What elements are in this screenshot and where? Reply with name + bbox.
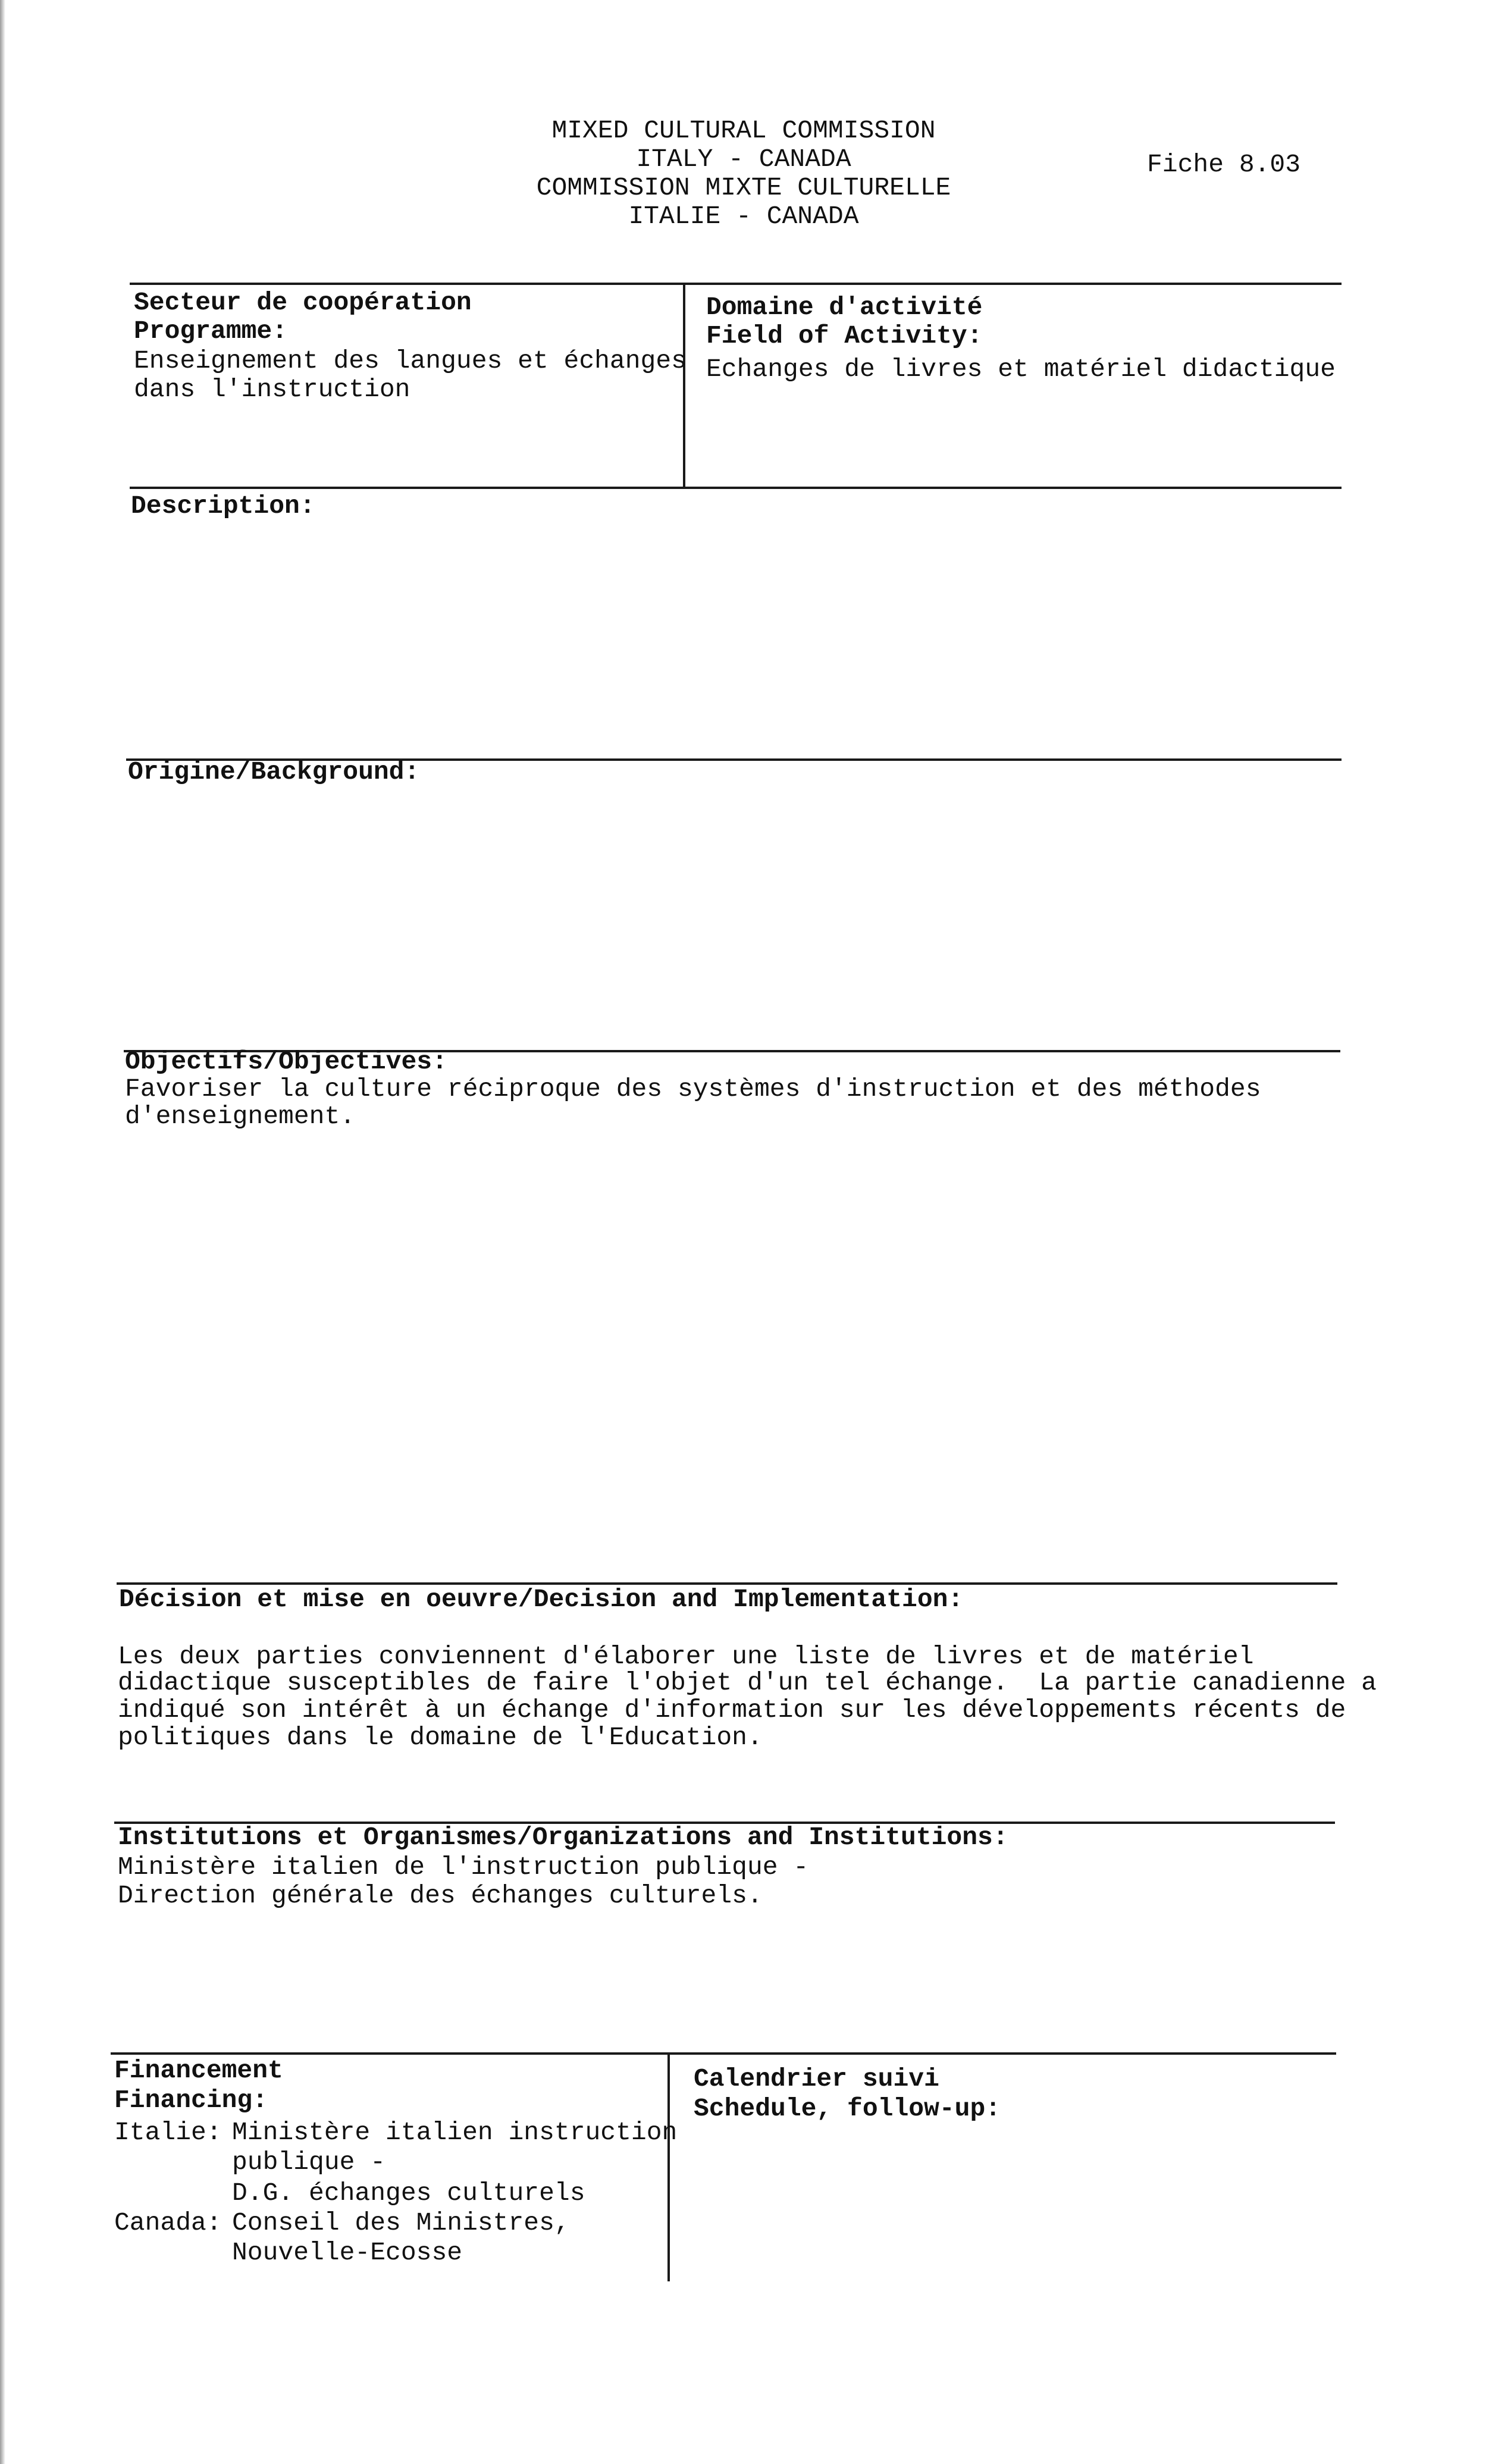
commission-header <box>416 117 1071 231</box>
rule-description <box>130 487 1342 489</box>
italie-label: Italie: <box>114 2118 222 2147</box>
rule-financement <box>111 2052 1336 2055</box>
italie-line: D.G. échanges culturels <box>232 2178 585 2208</box>
header-line: ITALIE - CANADA <box>628 202 859 231</box>
programme-line: Enseignement des langues et échanges <box>134 346 687 375</box>
domaine-title: Domaine d'activité <box>706 293 983 322</box>
schedule-label: Schedule, follow-up: <box>694 2094 1001 2123</box>
column-divider <box>667 2052 670 2281</box>
secteur-title: Secteur de coopération <box>134 288 472 317</box>
decision-line: indiqué son intérêt à un échange d'information sur les développements récents de <box>118 1695 1346 1725</box>
financing-label: Financing: <box>114 2086 268 2115</box>
italie-line: Ministère italien instruction <box>232 2118 678 2147</box>
calendrier-title: Calendrier suivi <box>694 2064 939 2093</box>
programme-line: dans l'instruction <box>134 375 410 404</box>
institutions-title: Institutions et Organismes/Organizations and Institutions: <box>118 1823 1008 1852</box>
institutions-line: Ministère italien de l'instruction publique - <box>118 1852 809 1882</box>
header-line: ITALY - CANADA <box>636 145 851 174</box>
objectifs-title: Objectifs/Objectives: <box>125 1047 447 1076</box>
column-divider <box>683 283 685 488</box>
fiche-number: Fiche 8.03 <box>1147 150 1301 179</box>
canada-label: Canada: <box>114 2208 222 2237</box>
italie-line: publique - <box>232 2148 386 2177</box>
decision-line: politiques dans le domaine de l'Education. <box>118 1723 763 1752</box>
canada-line: Nouvelle-Ecosse <box>232 2238 463 2267</box>
rule-top <box>130 283 1342 285</box>
financement-title: Financement <box>114 2056 283 2085</box>
field-of-activity-label: Field of Activity: <box>706 321 983 350</box>
institutions-line: Direction générale des échanges culturels. <box>118 1881 763 1910</box>
canada-line: Conseil des Ministres, <box>232 2208 570 2237</box>
decision-line: didactique susceptibles de faire l'objet d'un tel échange. La partie canadienne a <box>118 1668 1377 1697</box>
decision-title: Décision et mise en oeuvre/Decision and Implementation: <box>119 1585 964 1614</box>
field-of-activity-value: Echanges de livres et matériel didactique <box>706 355 1336 384</box>
origine-title: Origine/Background: <box>128 757 420 786</box>
header-line: COMMISSION MIXTE CULTURELLE <box>536 173 951 202</box>
objectifs-line: d'enseignement. <box>125 1102 356 1131</box>
decision-line: Les deux parties conviennent d'élaborer une liste de livres et de matériel <box>118 1642 1254 1671</box>
scan-edge <box>0 0 5 2464</box>
programme-label: Programme: <box>134 316 288 346</box>
objectifs-line: Favoriser la culture réciproque des systèmes d'instruction et des méthodes <box>125 1074 1261 1104</box>
description-title: Description: <box>131 491 315 521</box>
header-line: MIXED CULTURAL COMMISSION <box>551 116 936 145</box>
